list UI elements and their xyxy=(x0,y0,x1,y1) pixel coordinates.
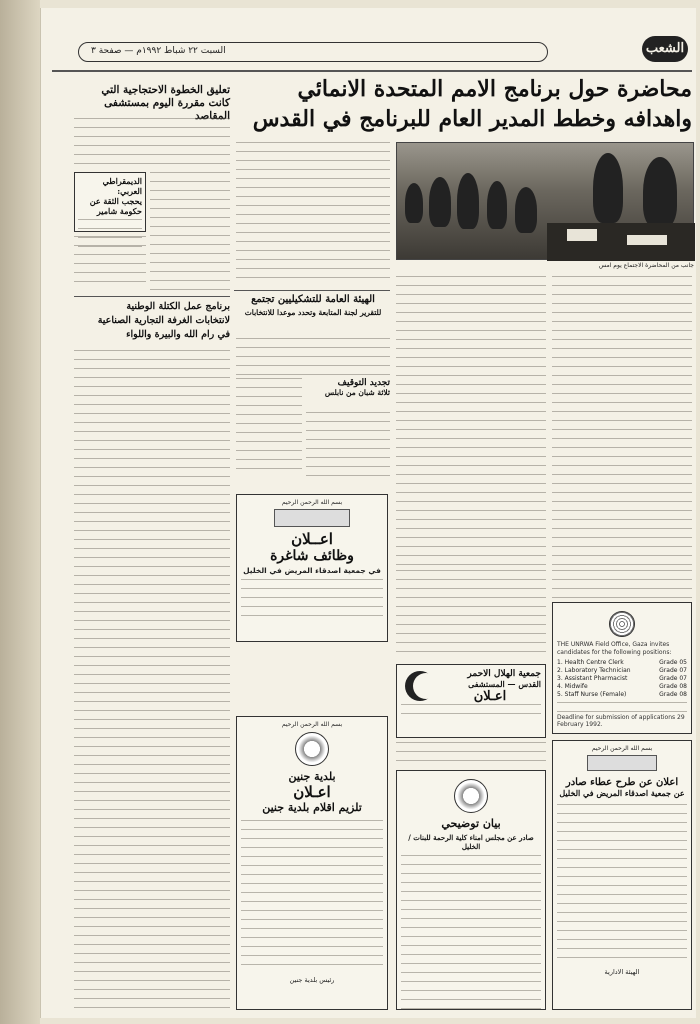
jobs-ad-title: اعــلان xyxy=(291,530,333,548)
statement-subtitle: صادر عن مجلس امناء كلية الرحمة للبنات / الخليل xyxy=(408,833,534,851)
masthead xyxy=(52,36,692,66)
statement-box xyxy=(396,770,546,1010)
lead-headline xyxy=(236,74,692,138)
jobs-ad-text xyxy=(241,579,383,623)
committee-subtitle: للتقرير لجنة المتابعة وتحدد موعدا للانتخابات xyxy=(244,308,382,317)
jobs-ad xyxy=(236,494,388,642)
commentary-headline xyxy=(74,84,230,122)
commentary-title-line-1: تعليق الخطوة الاحتجاجية التي xyxy=(101,84,230,96)
tender-ad xyxy=(552,740,692,1010)
commentary-text xyxy=(74,118,230,170)
renewal-headline xyxy=(306,378,390,410)
red-crescent-text xyxy=(401,704,541,716)
newspaper-logo: الشعب xyxy=(642,36,688,62)
date-line: السبت ٢٢ شباط ١٩٩٢م — صفحة ٣ xyxy=(78,42,548,62)
unrwa-position: 2. Laboratory Technician Grade 07 xyxy=(557,667,687,674)
democratic-box-subtitle: يحجب الثقة عن حكومة شامير xyxy=(89,196,142,216)
jenin-ad-text xyxy=(241,820,383,970)
jenin-ad-signature: رئيس بلدية جنين xyxy=(289,976,335,984)
hospital-logo-icon xyxy=(274,509,350,527)
column-rule xyxy=(74,296,230,297)
unrwa-text xyxy=(557,702,687,714)
red-crescent-icon xyxy=(405,671,435,701)
commentary-title-line-2: كانت مقررة اليوم بمستشفى المقاصد xyxy=(104,97,230,122)
renewal-text xyxy=(306,412,390,476)
committee-text xyxy=(236,338,390,376)
column-rule xyxy=(234,290,390,291)
un-emblem-icon xyxy=(609,611,635,637)
election-title-line-2: لانتخابات الغرفة التجارية الصناعية xyxy=(97,315,230,326)
tender-footer: الهيئة الادارية xyxy=(604,968,640,976)
jenin-ad xyxy=(236,716,388,1010)
figure-silhouette xyxy=(515,187,537,233)
headline-line-1: محاضرة حول برنامج الامم المتحدة الانمائي xyxy=(297,76,692,102)
photo-caption: جانب من المحاضرة الاجتماع يوم امس xyxy=(598,262,694,269)
figure-silhouette xyxy=(487,181,507,229)
jenin-ad-basmala: بسم الله الرحمن الرحيم xyxy=(281,721,343,728)
jenin-ad-subtitle: تلزيم اقلام بلدية جنين xyxy=(262,801,362,814)
papers-shape xyxy=(567,229,597,241)
figure-silhouette xyxy=(593,153,623,223)
red-crescent-notice xyxy=(396,742,546,766)
jenin-org: بلدية جنين xyxy=(288,770,336,783)
renewal-title: تجديد التوقيف xyxy=(337,378,390,388)
committee-title: الهيئة العامة للتشكيليين تجتمع xyxy=(251,294,375,305)
papers-shape xyxy=(627,235,667,245)
society-logo-icon xyxy=(587,755,657,771)
jobs-ad-org: في جمعية اصدقاء المريض في الخليل xyxy=(243,566,381,575)
unrwa-ad xyxy=(552,602,692,734)
election-title-line-1: برنامج عمل الكتلة الوطنية xyxy=(126,301,230,312)
lecture-photo xyxy=(396,142,694,260)
unrwa-header: THE UNRWA Field Office, Gaza invites candidates for the following positions: xyxy=(557,641,672,656)
jenin-ad-title: اعـلان xyxy=(293,783,331,801)
tender-text xyxy=(557,804,687,964)
tender-subtitle: عن جمعية اصدقاء المريض في الخليل xyxy=(559,788,685,798)
tender-basmala: بسم الله الرحمن الرحيم xyxy=(591,745,653,752)
figure-silhouette xyxy=(405,183,423,223)
red-crescent-subtitle: القدس — المستشفى xyxy=(468,679,541,689)
jobs-ad-basmala: بسم الله الرحمن الرحيم xyxy=(281,499,343,506)
jobs-ad-subtitle: وظائف شاغرة xyxy=(270,548,354,564)
story-continuation-2 xyxy=(552,570,692,600)
figure-silhouette xyxy=(643,157,677,227)
election-headline xyxy=(74,300,230,344)
renewal-subtitle: ثلاثة شبان من نابلس xyxy=(324,388,390,397)
unrwa-position: 1. Health Centre Clerk Grade 05 xyxy=(557,659,687,666)
committee-headline xyxy=(236,294,390,334)
democratic-box xyxy=(74,172,146,232)
election-title-line-3: في رام الله والبيرة واللواء xyxy=(126,329,230,340)
jenin-emblem-icon xyxy=(295,732,329,766)
tender-title: اعلان عن طرح عطاء صادر xyxy=(565,777,679,788)
lead-story-column-2 xyxy=(396,276,546,566)
red-crescent-ad xyxy=(396,664,546,738)
headline-line-2: واهدافه وخطط المدير العام للبرنامج في القدس xyxy=(252,106,692,132)
unrwa-position: 4. Midwife Grade 08 xyxy=(557,683,687,690)
lead-story-column-1 xyxy=(552,276,692,566)
masthead-rule xyxy=(52,70,692,72)
committee-text-2 xyxy=(236,378,302,476)
red-crescent-title: جمعية الهلال الاحمر xyxy=(467,669,541,679)
election-program-text xyxy=(74,350,230,1010)
unrwa-position: 5. Staff Nurse (Female) Grade 08 xyxy=(557,691,687,698)
unrwa-positions xyxy=(557,659,687,699)
figure-silhouette xyxy=(429,177,451,227)
story-continuation xyxy=(396,570,546,656)
statement-text xyxy=(401,855,541,1015)
democratic-text xyxy=(74,236,146,290)
democratic-box-title: الديمقراطي العربي: xyxy=(102,176,142,196)
unrwa-position: 3. Assistant Pharmacist Grade 07 xyxy=(557,675,687,682)
college-emblem-icon xyxy=(454,779,488,813)
figure-silhouette xyxy=(457,173,479,229)
side-text-column xyxy=(150,172,230,290)
page-shadow xyxy=(0,0,40,1024)
unrwa-deadline: Deadline for submission of applications 29 February 1992. xyxy=(557,714,685,728)
statement-title: بيان توضيحي xyxy=(441,817,501,830)
red-crescent-ad-title: اعـلان xyxy=(473,689,507,704)
lead-story-column-3 xyxy=(236,142,390,282)
